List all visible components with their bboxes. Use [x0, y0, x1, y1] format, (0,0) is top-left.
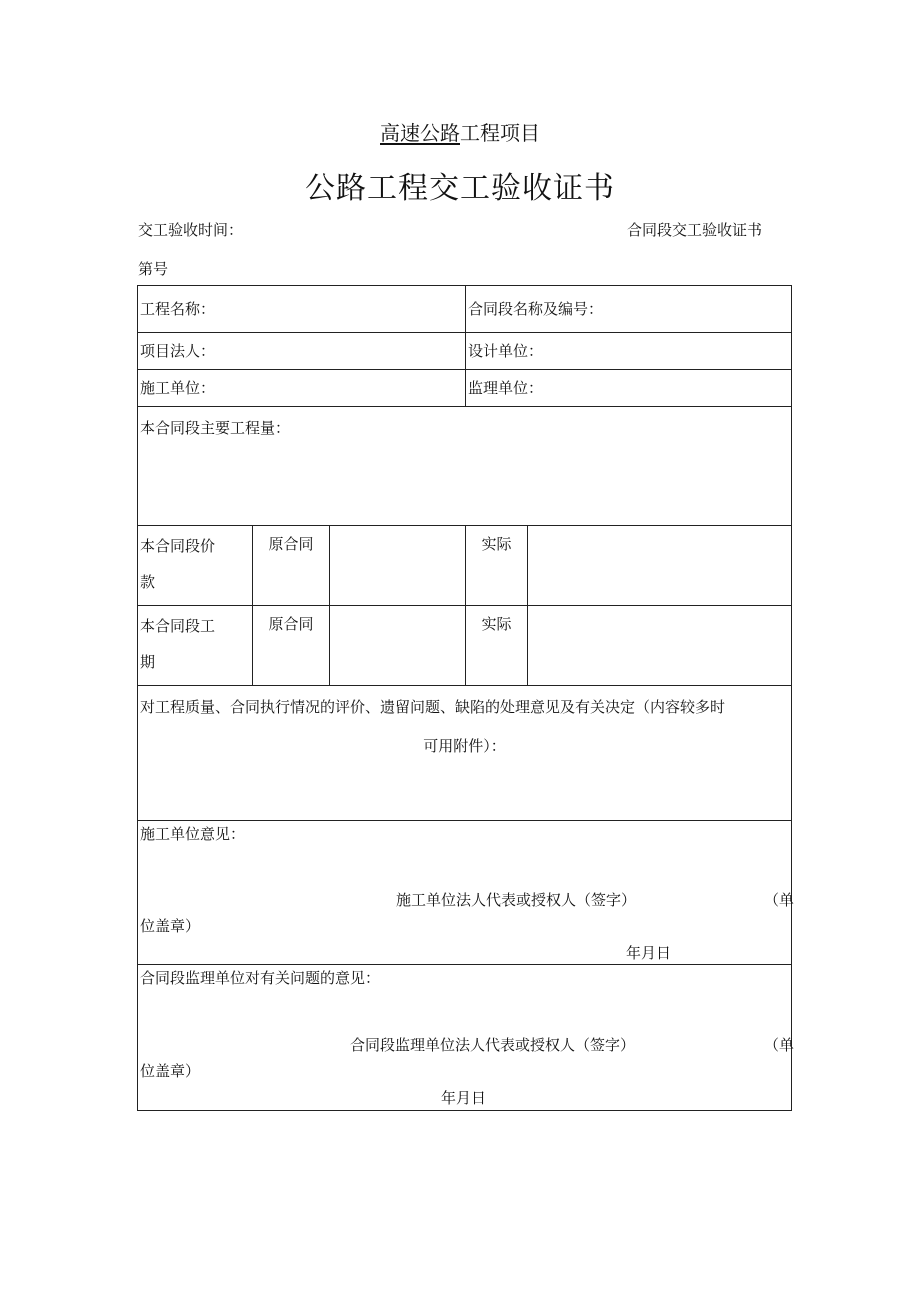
- subtitle-project: 工程项目: [460, 121, 540, 145]
- project-subtitle: [0, 117, 920, 146]
- evaluation-field[interactable]: [138, 686, 792, 821]
- main-quantity-field[interactable]: 本合同段主要工程量：: [138, 407, 792, 526]
- evaluation-line2: 可用附件）：: [423, 737, 506, 755]
- construction-sign-label: 施工单位法人代表或授权人（签字）: [396, 891, 637, 909]
- document-title: 公路工程交工验收证书: [305, 171, 615, 206]
- construction-unit-field[interactable]: 施工单位：: [138, 370, 466, 407]
- construction-seal-part1: （单: [764, 891, 795, 909]
- project-name-field[interactable]: 工程名称：: [138, 286, 466, 333]
- period-original-label: 原合同: [253, 606, 330, 686]
- evaluation-line1: 对工程质量、合同执行情况的评价、遗留问题、缺陷的处理意见及有关决定（内容较多时: [140, 698, 726, 716]
- number-label: 第号: [138, 260, 169, 278]
- acceptance-form: [137, 285, 795, 1111]
- period-actual-value[interactable]: [528, 606, 792, 686]
- supervision-date: 年月日: [441, 1089, 487, 1107]
- supervision-seal-part2: 位盖章）: [140, 1062, 201, 1080]
- price-actual-value[interactable]: [528, 526, 792, 606]
- price-actual-label: 实际: [466, 526, 528, 606]
- supervision-sign-label: 合同段监理单位法人代表或授权人（签字）: [350, 1036, 636, 1054]
- price-label: [138, 526, 253, 606]
- construction-opinion-field[interactable]: [138, 821, 795, 965]
- construction-date: 年月日: [626, 944, 672, 962]
- period-label-line1: 本合同段工: [140, 617, 216, 635]
- price-label-line2: 款: [140, 573, 156, 591]
- contract-name-field[interactable]: 合同段名称及编号：: [466, 286, 792, 333]
- supervision-opinion-label: 合同段监理单位对有关问题的意见：: [140, 969, 381, 987]
- price-label-line1: 本合同段价: [140, 537, 216, 555]
- supervision-unit-field[interactable]: 监理单位：: [466, 370, 792, 407]
- construction-seal-part2: 位盖章）: [140, 917, 201, 935]
- certificate-label: 合同段交工验收证书: [627, 221, 763, 239]
- price-original-value[interactable]: [330, 526, 466, 606]
- period-label-line2: 期: [140, 653, 156, 671]
- construction-opinion-label: 施工单位意见：: [140, 825, 246, 843]
- design-unit-field[interactable]: 设计单位：: [466, 333, 792, 370]
- period-label: [138, 606, 253, 686]
- supervision-seal-part1: （单: [764, 1036, 795, 1054]
- legal-person-field[interactable]: 项目法人：: [138, 333, 466, 370]
- handover-time-label: 交工验收时间：: [138, 221, 244, 239]
- period-original-value[interactable]: [330, 606, 466, 686]
- price-original-label: 原合同: [253, 526, 330, 606]
- supervision-opinion-field[interactable]: [138, 965, 795, 1111]
- subtitle-highway: 高速公路: [380, 121, 460, 145]
- period-actual-label: 实际: [466, 606, 528, 686]
